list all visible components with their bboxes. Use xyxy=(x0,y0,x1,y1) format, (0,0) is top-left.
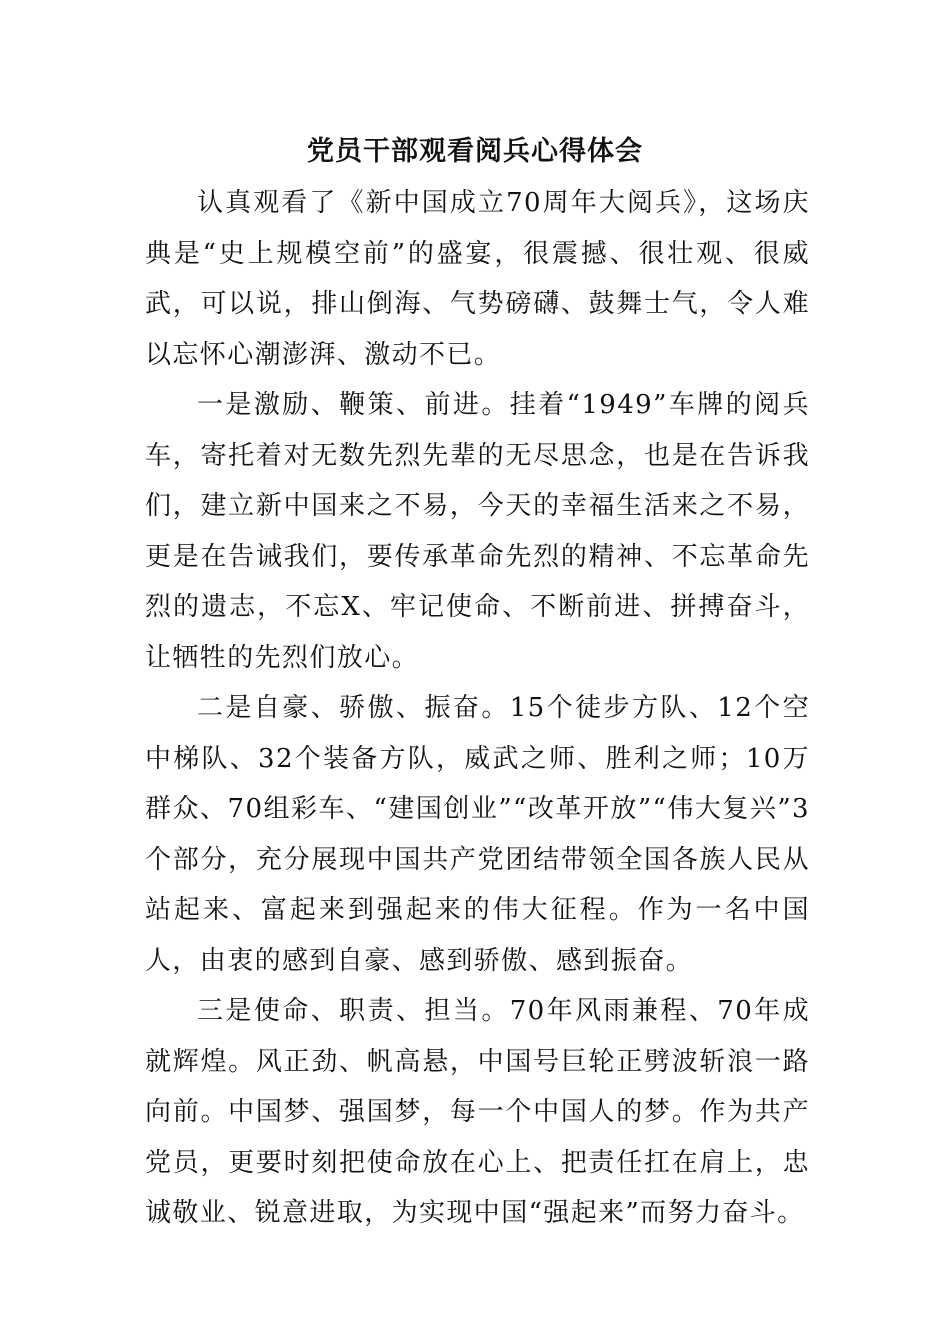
document-body xyxy=(145,178,810,1239)
paragraph-point-one: 一是激励、鞭策、前进。挂着“1949”车牌的阅兵车，寄托着对无数先烈先辈的无尽思念，也是在告诉我们，建立新中国来之不易，今天的幸福生活来之不易，更是在告诫我们，要传承革命先烈的精神、不忘革命先烈的遗志，不忘X、牢记使命、不断前进、拼搏奋斗，让牺牲的先烈们放心。 xyxy=(145,390,810,673)
paragraph-point-two: 二是自豪、骄傲、振奋。15个徒步方队、12个空中梯队、32个装备方队，威武之师、胜利之师；10万群众、70组彩车、“建国创业”“改革开放”“伟大复兴”3个部分，充分展现中国共产党团结带领全国各族人民从站起来、富起来到强起来的伟大征程。作为一名中国人，由衷的感到自豪、感到骄傲、感到振奋。 xyxy=(145,693,810,976)
document-title: 党员干部观看阅兵心得体会 xyxy=(307,136,643,167)
paragraph-point-three: 三是使命、职责、担当。70年风雨兼程、70年成就辉煌。风正劲、帆高悬，中国号巨轮正劈波斩浪一路向前。中国梦、强国梦，每一个中国人的梦。作为共产党员，更要时刻把使命放在心上、把责任扛在肩上，忠诚敬业、锐意进取，为实现中国“强起来”而努力奋斗。 xyxy=(145,996,810,1228)
paragraph-intro: 认真观看了《新中国成立70周年大阅兵》，这场庆典是“史上规模空前”的盛宴，很震撼、很壮观、很威武，可以说，排山倒海、气势磅礴、鼓舞士气，令人难以忘怀心潮澎湃、激动不已。 xyxy=(145,188,810,370)
